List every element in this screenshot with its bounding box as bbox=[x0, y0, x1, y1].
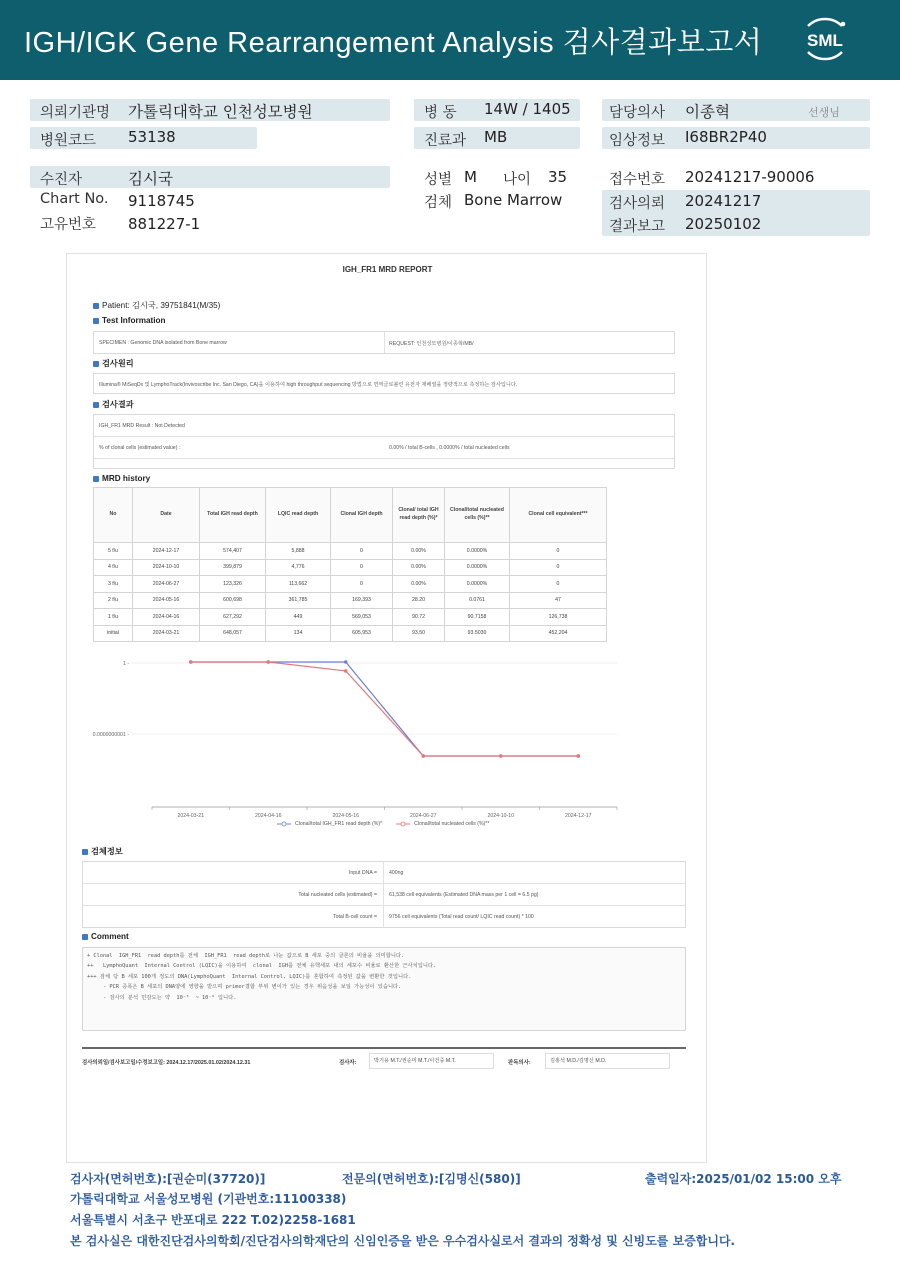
column-header: Clonal/total nucleated cells (%)** bbox=[445, 488, 510, 543]
table-row: 3 f/u 2024-06-27 123,326 113,662 0 0.00% 0.0000% 0 bbox=[94, 576, 607, 593]
request-date-label: 검사의뢰 bbox=[609, 196, 666, 212]
legend-marker-blue bbox=[277, 821, 291, 827]
data-point bbox=[499, 754, 503, 758]
doctor-value: 이종혁 bbox=[685, 103, 730, 121]
patient-line-value: 김시국, 39751841(M/35) bbox=[132, 301, 221, 310]
sml-logo bbox=[796, 12, 854, 66]
series-line bbox=[191, 662, 579, 756]
test-info-heading: Test Information bbox=[93, 316, 166, 325]
column-header: LQIC read depth bbox=[266, 488, 331, 543]
field-bg-patient bbox=[30, 166, 390, 188]
result-box bbox=[93, 414, 675, 469]
table-row: 2 f/u 2024-05-16 600,698 361,785 169,393 28.20 0.0761 47 bbox=[94, 592, 607, 609]
bullet-icon bbox=[93, 318, 99, 324]
table-row: initial 2024-03-21 648,057 134 605,953 93.50 93.5030 452,204 bbox=[94, 625, 607, 642]
column-header: Clonal/ total IGH read depth (%)* bbox=[393, 488, 445, 543]
nucleated-value: 61,538 cell equivalents (Estimated DNA mass per 1 cell = 6.5 pg) bbox=[389, 892, 539, 898]
specimen-info-box bbox=[82, 861, 686, 928]
data-point bbox=[266, 660, 270, 664]
legend-item: Clonal/total nucleated cells (%)** bbox=[414, 821, 490, 827]
bullet-icon bbox=[82, 849, 88, 855]
principle-text: Illumina® MiSeqDx 및 LymphoTrack(Invivoscribe Inc. San Diego, CA)을 이용하여 high throughput sequencing 방법으로 면역글로불린 유전자 재배열을 정량적으로 측정하는 검사입니다. bbox=[99, 382, 518, 388]
column-header: Clonal cell equivalent*** bbox=[510, 488, 607, 543]
reader-label: 판독의사: bbox=[508, 1060, 531, 1066]
specimen-value: Bone Marrow bbox=[464, 191, 563, 209]
footer-certification: 본 검사실은 대한진단검사의학회/진단검사의학재단의 신임인증을 받은 우수검사실로서 결과의 정확성 및 신빙도를 보증합니다. bbox=[70, 1234, 736, 1248]
data-point bbox=[344, 660, 348, 664]
receipt-no-value: 20241217-90006 bbox=[685, 168, 815, 186]
comment-line: - PCR 증폭은 B 세포의 DNA양에 영향을 받으며 primer결합 부위 변이가 있는 경우 위음성을 보일 가능성이 있습니다. bbox=[87, 984, 402, 991]
age-value: 35 bbox=[548, 168, 568, 186]
footer-rule bbox=[82, 1047, 686, 1049]
column-header: No bbox=[94, 488, 133, 543]
x-tick-label: 2024-12-17 bbox=[564, 813, 592, 819]
bullet-icon bbox=[93, 402, 99, 408]
report-title: IGH/IGK Gene Rearrangement Analysis 검사결과보고서 bbox=[24, 27, 763, 59]
bullet-icon bbox=[82, 934, 88, 940]
mrd-history-chart bbox=[87, 650, 687, 834]
receipt-no-label: 접수번호 bbox=[609, 172, 666, 188]
department-label: 진료과 bbox=[424, 133, 467, 149]
footer-specialist: 전문의(면허번호):[김명신(580)] bbox=[342, 1172, 521, 1186]
hospital-code-label: 병원코드 bbox=[40, 133, 97, 149]
sex-value: M bbox=[464, 168, 477, 186]
footer-examiner: 검사자(면허번호):[권순미(37720)] bbox=[70, 1172, 266, 1186]
age-label: 나이 bbox=[503, 172, 532, 188]
test-info-box bbox=[93, 331, 675, 354]
mrd-history-table bbox=[93, 487, 607, 642]
bcell-label: Total B-cell count = bbox=[333, 914, 377, 920]
bullet-icon bbox=[93, 476, 99, 482]
comment-line: +++ 검체 당 B 세포 100개 정도의 DNA(LymphoQuant Internal Control, LQIC)를 혼합하여 측정된 값을 변환한 것입니다. bbox=[87, 973, 412, 980]
column-header: Total IGH read depth bbox=[200, 488, 266, 543]
examiner-value: 박기용 M.T./권순미 M.T./이건중 M.T. bbox=[369, 1053, 494, 1069]
x-tick-label: 2024-06-27 bbox=[409, 813, 437, 819]
chart-legend bbox=[277, 821, 489, 827]
hospital-code-value: 53138 bbox=[128, 128, 176, 146]
clinical-info-value: I68BR2P40 bbox=[685, 128, 767, 146]
column-header: Clonal IGH depth bbox=[331, 488, 393, 543]
chart-no-value: 9118745 bbox=[128, 192, 195, 210]
ward-label: 병 동 bbox=[424, 105, 457, 121]
input-dna-label: Input DNA = bbox=[348, 870, 377, 876]
comment-line: ++ LymphoQuant Internal Control (LQIC)을 이용하여 clonal IGH를 전체 유핵세포 내의 세포수 비율로 환산한 근사치입니다. bbox=[87, 963, 437, 970]
chart-no-label: Chart No. bbox=[40, 191, 109, 207]
principle-heading: 검사원리 bbox=[93, 358, 134, 369]
table-row: 5 f/u 2024-12-17 574,407 5,888 0 0.00% 0.0000% 0 bbox=[94, 543, 607, 560]
comment-line: + Clonal IGH_FR1 read depth를 전체 IGH_FR1 read depth로 나눈 값으로 B 세포 중의 클론의 비율을 의미합니다. bbox=[87, 953, 405, 959]
request-date-value: 20241217 bbox=[685, 192, 762, 210]
comment-box bbox=[82, 947, 686, 1031]
x-tick-label: 2024-10-10 bbox=[487, 813, 515, 819]
table-row: 4 f/u 2024-10-10 399,879 4,776 0 0.00% 0.0000% 0 bbox=[94, 559, 607, 576]
clinical-info-label: 임상정보 bbox=[609, 133, 666, 149]
mrd-report-title: IGH_FR1 MRD REPORT bbox=[342, 265, 433, 274]
bullet-icon bbox=[93, 303, 99, 309]
data-point bbox=[344, 669, 348, 673]
specimen-info-heading: 검체정보 bbox=[82, 846, 123, 857]
clonal-label: % of clonal cells (estimated value) : bbox=[99, 445, 181, 451]
input-dna-value: 400ng bbox=[389, 870, 404, 876]
principle-box bbox=[93, 373, 675, 394]
result-heading: 검사결과 bbox=[93, 399, 134, 410]
data-point bbox=[189, 660, 193, 664]
footer-print-date: 출력일자:2025/01/02 15:00 오후 bbox=[645, 1172, 842, 1186]
header-banner bbox=[0, 0, 900, 80]
patient-label: 수진자 bbox=[40, 172, 83, 188]
examiner-label: 검사자: bbox=[339, 1060, 357, 1066]
legend-marker-red bbox=[396, 821, 410, 827]
history-heading: MRD history bbox=[93, 474, 150, 483]
result-date-label: 결과보고 bbox=[609, 219, 666, 235]
sex-label: 성별 bbox=[424, 172, 453, 188]
x-tick-label: 2024-03-21 bbox=[177, 813, 205, 819]
logo-text: SML bbox=[807, 31, 843, 50]
mrd-report bbox=[66, 253, 707, 1163]
column-header: Date bbox=[133, 488, 200, 543]
unique-no-value: 881227-1 bbox=[128, 215, 201, 233]
clonal-value: 0.00% / total B-cells , 0.0000% / total nucleated cells bbox=[389, 445, 510, 451]
doctor-suffix: 선생님 bbox=[808, 106, 840, 119]
table-header-row bbox=[94, 488, 607, 543]
result-date-value: 20250102 bbox=[685, 215, 762, 233]
patient-line bbox=[93, 300, 220, 311]
patient-value: 김시국 bbox=[128, 170, 173, 188]
result-text: IGH_FR1 MRD Result : Not Detected bbox=[99, 423, 185, 429]
bcell-value: 9756 cell equivalents (Total read count/ LQIC read count) * 100 bbox=[389, 914, 534, 920]
report-dates: 검사의뢰일/검사보고일/수정보고일: 2024.12.17/2025.01.02/2024.12.31 bbox=[82, 1060, 251, 1066]
doctor-label: 담당의사 bbox=[609, 105, 666, 121]
x-tick-label: 2024-05-16 bbox=[332, 813, 360, 819]
bullet-icon bbox=[93, 361, 99, 367]
unique-no-label: 고유번호 bbox=[40, 217, 97, 233]
comment-line: - 검사의 분석 민감도는 약 10⁻⁵ ~ 10⁻⁶ 입니다. bbox=[87, 994, 237, 1001]
table-row: 1 f/u 2024-04-16 627,292 449 569,053 90.72 90.7158 126,738 bbox=[94, 609, 607, 626]
reader-value: 김홍석 M.D./김명신 M.D. bbox=[545, 1053, 670, 1069]
request-text: REQUEST: 인천성모병원/이종혁/MB/ bbox=[389, 341, 474, 347]
data-point bbox=[576, 754, 580, 758]
comment-heading: Comment bbox=[82, 932, 129, 941]
institution-value: 가톨릭대학교 인천성모병원 bbox=[128, 103, 313, 121]
x-tick-label: 2024-04-16 bbox=[254, 813, 282, 819]
y-tick-label: 0.0000000001 - bbox=[92, 732, 129, 738]
specimen-text: SPECIMEN : Genomic DNA isolated from Bone marrow bbox=[99, 340, 227, 346]
footer-address: 서울특별시 서초구 반포대로 222 T.02)2258-1681 bbox=[70, 1213, 356, 1227]
ward-value: 14W / 1405 bbox=[484, 100, 571, 118]
nucleated-label: Total nucleated cells (estimated) = bbox=[298, 892, 377, 898]
legend-item: Clonal/total IGH_FR1 read depth (%)* bbox=[295, 821, 383, 827]
specimen-label: 검체 bbox=[424, 195, 453, 211]
footer-lab-name: 가톨릭대학교 서울성모병원 (기관번호:11100338) bbox=[70, 1192, 347, 1206]
department-value: MB bbox=[484, 128, 508, 146]
patient-line-label: Patient: bbox=[102, 301, 130, 310]
institution-label: 의뢰기관명 bbox=[40, 105, 111, 121]
data-point bbox=[421, 754, 425, 758]
y-tick-label: 1 - bbox=[122, 661, 129, 667]
